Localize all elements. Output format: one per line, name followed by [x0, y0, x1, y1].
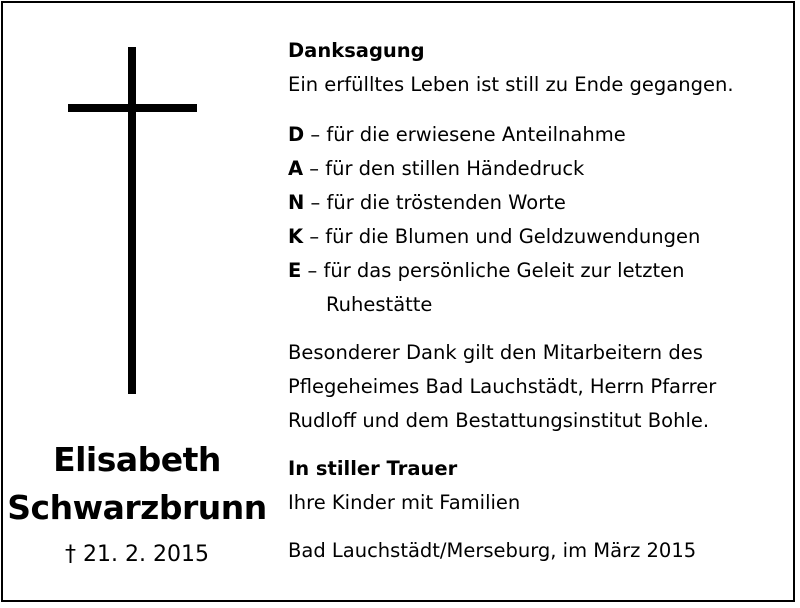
acrostic-letter: N [288, 191, 305, 214]
death-date: † 21. 2. 2015 [65, 542, 209, 567]
deceased-first-name: Elisabeth [53, 440, 221, 479]
special-thanks-line: Pflegeheimes Bad Lauchstädt, Herrn Pfarrer [288, 375, 717, 398]
notice-intro: Ein erfülltes Leben ist still zu Ende gegangen. [288, 73, 734, 96]
acrostic-line-d [288, 118, 788, 152]
acrostic-text: – für die Blumen und Geldzuwendungen [303, 225, 701, 248]
acrostic-text: – für das persönliche Geleit zur letzten [301, 259, 685, 282]
mourners: Ihre Kinder mit Familien [288, 491, 521, 514]
acrostic-line-a [288, 152, 788, 186]
acrostic-letter: E [288, 259, 302, 282]
acrostic-letter: K [288, 225, 304, 248]
cross-icon-vertical [128, 47, 136, 394]
deceased-last-name: Schwarzbrunn [7, 488, 267, 527]
acrostic-line-e [288, 254, 788, 288]
acrostic-letter: A [288, 157, 304, 180]
mourning-heading: In stiller Trauer [288, 457, 458, 480]
acrostic-continuation: Ruhestätte [326, 293, 433, 316]
notice-heading: Danksagung [288, 39, 425, 62]
acrostic-text: – für den stillen Händedruck [303, 157, 585, 180]
acrostic-letter: D [288, 123, 305, 146]
special-thanks-line: Rudloff und dem Bestattungsinstitut Bohle. [288, 409, 710, 432]
notice-text [288, 34, 788, 568]
acrostic-line-n [288, 186, 788, 220]
place-date: Bad Lauchstädt/Merseburg, im März 2015 [288, 539, 697, 562]
acrostic-text: – für die erwiesene Anteilnahme [304, 123, 626, 146]
special-thanks-line: Besonderer Dank gilt den Mitarbeitern des [288, 341, 703, 364]
cross-icon-horizontal [68, 104, 197, 112]
acrostic-text: – für die tröstenden Worte [304, 191, 566, 214]
acrostic-line-k [288, 220, 788, 254]
